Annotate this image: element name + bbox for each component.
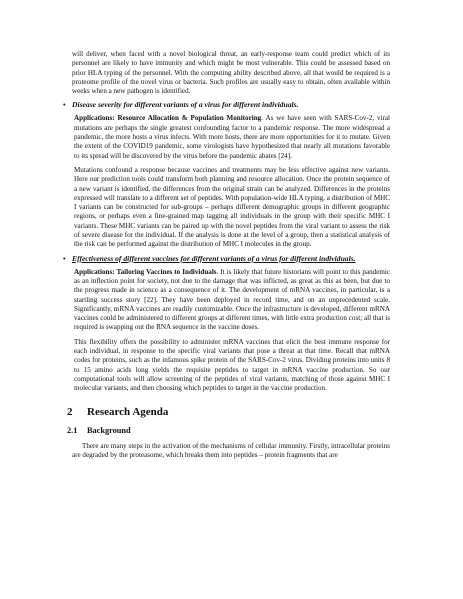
applications-paragraph (74, 268, 390, 333)
section-heading (67, 406, 390, 419)
bullet-heading-disease-severity (63, 100, 390, 110)
subsection-title: Background (87, 425, 131, 435)
applications-text: . As we have seen with SARS-Cov-2, viral mutations are perhaps the single greatest confounding factor to a pandemic response. The more widespread a pandemic, the more hosts a virus infects. With more hosts, there are more opportunities for it to mutate. Given the extent of the COVID19 pandemic, some virologists have hypothesized that nearly all mutations favorable to its spread will be discovered by the virus before the pandemic abates [24]. (74, 114, 391, 160)
mutations-paragraph: Mutations confound a response because vaccines and treatments may be less effective against new variants. Here our prediction tools could transform both planning and resource allocation. Once the protein sequence of a new variant is identified, the differences from the original strain can be analyzed. Differences in the proteins expressed will translate to a different set of peptides. With population-wide HLA typing, a distribution of MHC I variants can be constructed for sub-groups – perhaps different demographic groups in different geographic regions, or perhaps even a fine-grained map tagging all individuals in the group with their specific MHC I variants. These MHC variants can be paired up with the novel peptides from the viral variant to assess the risk of severe disease for the individual. If the analysis is done at the level of a group, then a statistical analysis of the risk can be performed against the distribution of MHC I molecules in the group. (74, 165, 390, 249)
flexibility-paragraph: This flexibility offers the possibility to administer mRNA vaccines that elicit the best immune response for each individual, in response to the specific viral variants that pose a threat at that time. Recall that mRNA codes for proteins, such as the infamous spike protein of the SARS-Cov-2 virus. Dividing proteins into units 8 to 15 amino acids long yields the requisite peptides to target in mRNA vaccine production. So our computational tools will allow screening of the peptides of viral variants, matching of those against MHC I molecular variants, and then choosing which peptides to target in the vaccine production. (74, 337, 390, 393)
bullet-heading-vaccine-effectiveness (63, 253, 390, 264)
applications-text: . It is likely that future historians will point to this pandemic as an inflection point for society, not due to the damage that was inflicted, as great as this as been, but due to the progress made in science as a consequence of it. The development of mRNA vaccines, in particular, is a startling success story [22]. They have been deployed in record time, and on an unprecedented scale. Significantly, mRNA vaccines are readily customizable. Once the infrastructure is developed, different mRNA vaccines could be administered to different groups at different times, with little extra production cost; all that is required is swapping out the RNA sequence in the vaccine doses. (74, 267, 390, 332)
subsection-number: 2.1 (67, 425, 78, 435)
background-paragraph: There are many steps in the activation of the mechanisms of cellular immunity. Firstly, intracellular proteins are degraded by the proteasome, which breaks them into peptides – protein fragments that are (72, 441, 390, 459)
bullet-body-vaccine-effectiveness (72, 268, 390, 394)
applications-paragraph (74, 114, 390, 160)
applications-lead: Applications: Resource Allocation & Population Monitoring (74, 114, 262, 123)
intro-paragraph: will deliver, when faced with a novel biological threat, an early-response team could predict which of its personnel are likely to have immunity and which might be most vulnerable. This could be assessed based on prior HLA typing of the personnel. With the computing ability described above, all that would be required is a proteome profile of the novel virus or bacteria. Such profiles are usually easy to obtain, often available within weeks when a new pathogen is identified. (72, 50, 390, 96)
page-body (63, 50, 391, 460)
bullet-marker: • (63, 253, 66, 263)
bullet-marker: • (63, 100, 66, 110)
section-title: Research Agenda (87, 405, 169, 418)
section-number: 2 (67, 405, 73, 418)
subsection-heading (67, 426, 390, 436)
bullet-body-disease-severity (72, 114, 390, 249)
applications-lead: Applications: Tailoring Vaccines to Individuals (74, 267, 217, 276)
bullet-title: Disease severity for different variants of a virus for different individuals. (72, 100, 299, 110)
bullet-title: Effectiveness of different vaccines for different variants of a virus for different individuals. (72, 253, 356, 263)
